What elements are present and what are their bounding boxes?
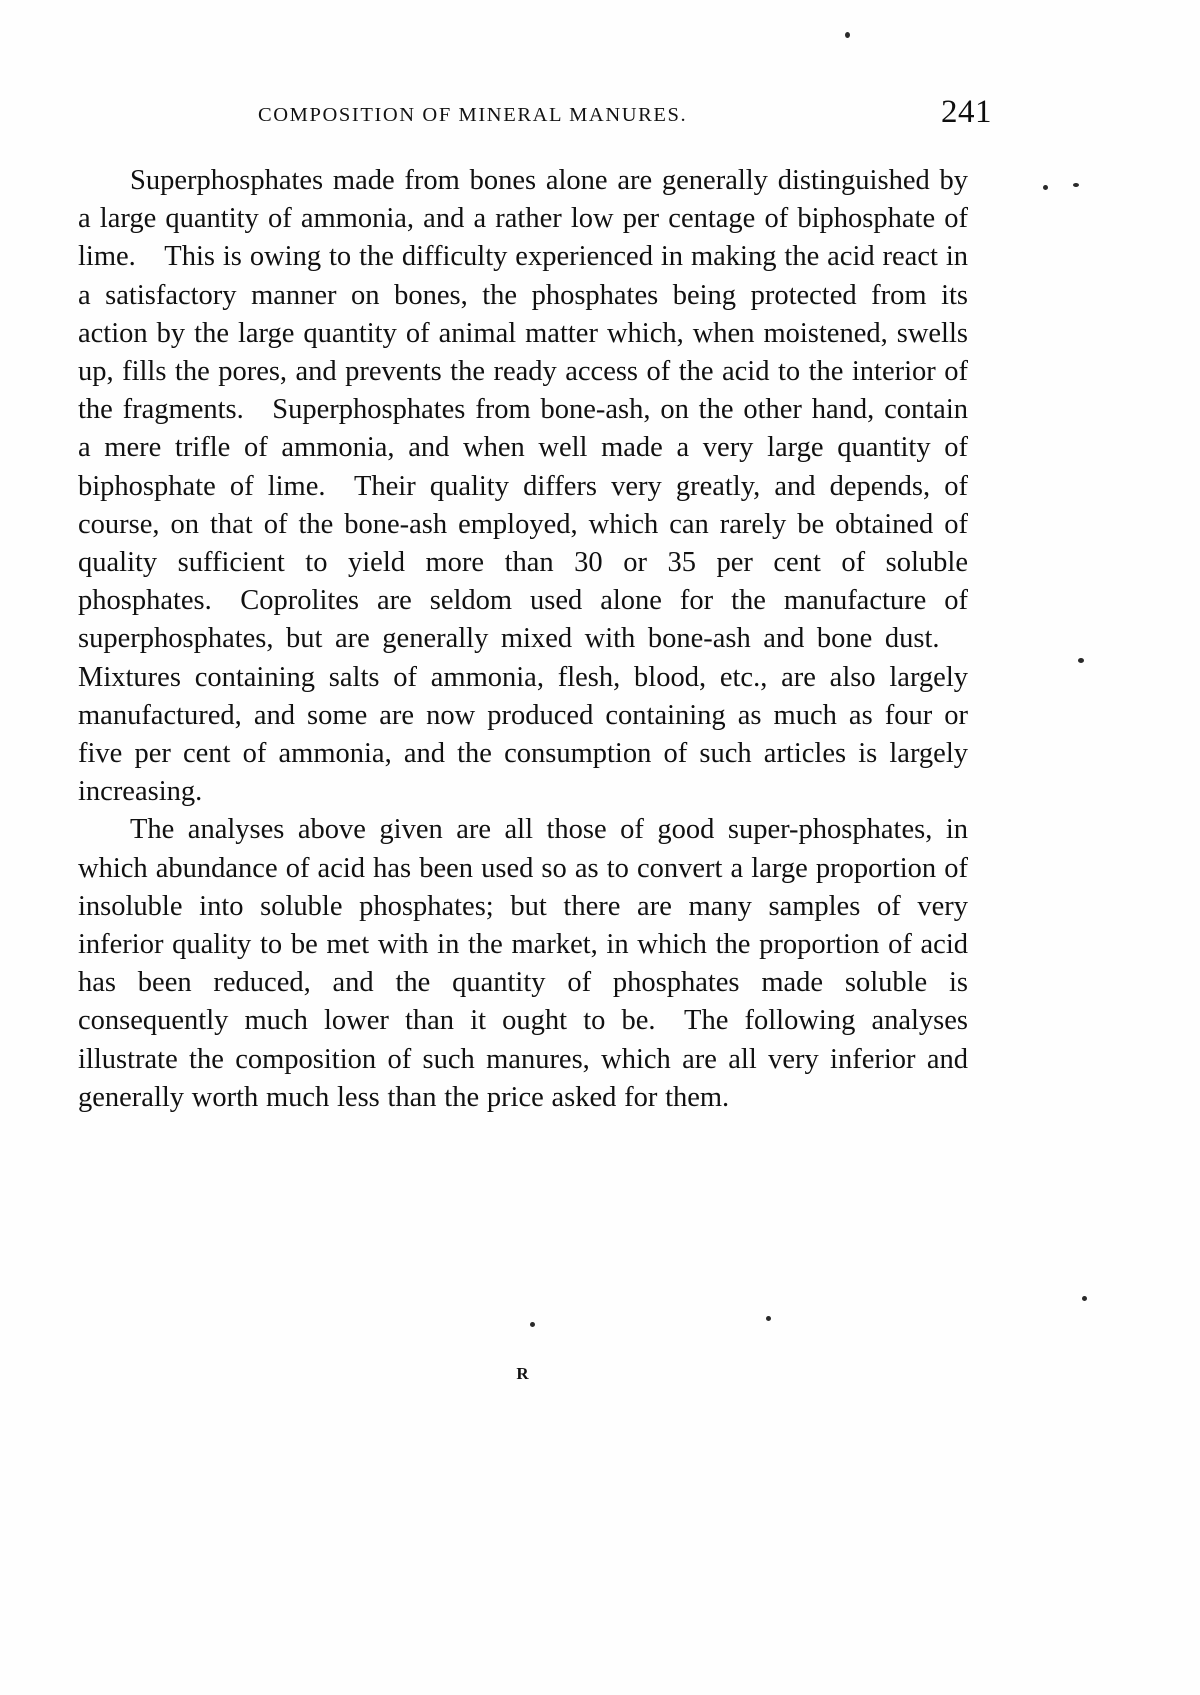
running-head: COMPOSITION OF MINERAL MANURES. <box>258 104 688 126</box>
print-speck <box>1073 183 1079 187</box>
print-speck <box>1082 1296 1087 1301</box>
print-speck <box>1043 185 1048 190</box>
print-speck <box>766 1316 771 1321</box>
paragraph: Superphosphates made from bones alone are generally distinguished by a large quantity of ammonia, and a rather low per centage of biphosphate of lime. This is owing to the difficulty experienced in making the acid react in a satisfactory manner on bones, the phosphates being protected from its action by the large quantity of animal matter which, when moistened, swells up, fills the pores, and prevents the ready access of the acid to the interior of the fragments. Superphosphates from bone-ash, on the other hand, contain a mere trifle of ammonia, and when well made a very large quantity of biphosphate of lime. Their quality differs very greatly, and depends, of course, on that of the bone-ash employed, which can rarely be obtained of quality sufficient to yield more than 30 or 35 per cent of soluble phosphates. Coprolites are seldom used alone for the manufacture of superphosphates, but are generally mixed with bone-ash and bone dust. Mixtures containing salts of ammonia, flesh, blood, etc., are also largely manufactured, and some are now produced containing as much as four or five per cent of ammonia, and the consumption of such articles is largely increasing. <box>78 165 968 808</box>
print-speck <box>845 32 850 38</box>
paragraph: The analyses above given are all those of good super-phosphates, in which abundance of acid has been used so as to convert a large proportion of insoluble into soluble phosphates; but there are many samples of very inferior quality to be met with in the market, in which the proportion of acid has been reduced, and the quantity of phosphates made soluble is consequently much lower than it ought to be. The following analyses illustrate the composition of such manures, which are all very inferior and generally worth much less than the price asked for them. <box>78 814 968 1113</box>
print-speck <box>530 1322 535 1327</box>
body-text <box>78 162 968 1117</box>
page-content <box>78 94 1088 1383</box>
print-speck <box>1078 658 1084 663</box>
page-number: 241 <box>941 94 992 130</box>
page-header <box>78 96 1088 140</box>
signature-mark: R <box>516 1364 530 1383</box>
